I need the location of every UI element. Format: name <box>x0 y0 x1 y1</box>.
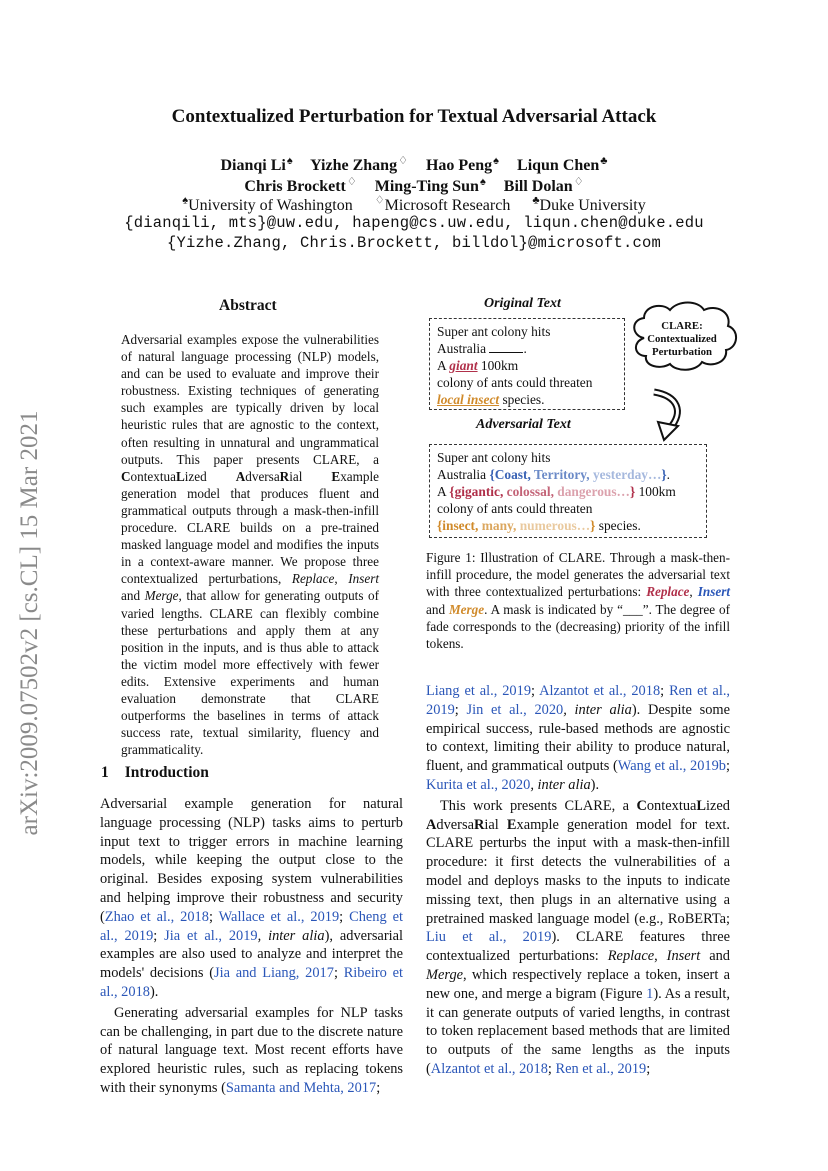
arxiv-stamp <box>10 358 50 888</box>
citation-link[interactable]: Wallace et al., 2019 <box>218 908 340 925</box>
email-line-2: {Yizhe.Zhang, Chris.Brockett, billdol}@microsoft.com <box>166 234 662 252</box>
intro-paragraph-2: Generating adversarial examples for NLP tasks can be challenging, in part due to the discrete nature of natural language text. Most recent efforts have explored heuristic rules, such as replacing tokens with their synonyms (Samanta and Mehta, 2017; <box>100 1004 403 1096</box>
affiliation: ♣Duke University <box>532 195 646 215</box>
adversarial-line: Super ant colony hits <box>437 450 551 465</box>
citation-link[interactable]: Ren et al., 2019 <box>555 1060 647 1077</box>
citation-link[interactable]: Jia et al., 2019 <box>164 927 258 944</box>
author: Liqun Chen♣ <box>517 155 608 175</box>
original-line: A giant 100km <box>437 358 519 373</box>
abstract-heading: Abstract <box>219 297 277 314</box>
author: Dianqi Li♠ <box>220 155 293 175</box>
intro-paragraph-1: Adversarial example generation for natural language processing (NLP) tasks aims to perturb input text to trigger errors in machine learning models, while keeping the output close to the original. Besides exposing system vulnerabilities and helping improve their robustness and security (Zhao et al., 2018; Wallace et al., 2019; Cheng et al., 2019; Jia et al., 2019, inter alia), adversarial examples are also used to analyze and interpret the models' decisions (Jia and Liang, 2017; Ribeiro et al., 2018). <box>100 796 404 1000</box>
cloud-label: CLARE: Contextualized Perturbation <box>647 320 717 358</box>
curved-arrow-icon <box>640 388 690 444</box>
adversarial-text-box <box>429 444 707 538</box>
adversarial-line: Australia {Coast, Territory, yesterday…}. <box>437 467 671 482</box>
intro-right-column <box>426 682 730 1079</box>
right-paragraph-1: Liang et al., 2019; Alzantot et al., 2018; Ren et al., 2019; Jin et al., 2020, inter alia). Despite some empirical success, rule-based methods are agnostic to context, limiting their ability to produce natural, fluent, and grammatical outputs (Wang et al., 2019b; Kurita et al., 2020, inter alia). <box>426 683 731 793</box>
right-paragraph-2: This work presents CLARE, a ContextuaLized AdversaRial Example generation model for text. CLARE perturbs the input with a mask-then-infill procedure: it first detects the vulnerabilities of a model and deploys masks to the inputs to indicate missing text, then plugs in an alternative using a pretrained masked language model (e.g., RoBERTa; Liu et al., 2019). CLARE features three contextualized perturbations: Replace, Insert and Merge, which respectively replace a token, insert a new one, and merge a bigram (Figure 1). As a result, it can generate outputs of varied lengths, in contrast to token replacement based methods that are limited to outputs of the same lengths as the inputs (Alzantot et al., 2018; Ren et al., 2019; <box>426 797 731 1077</box>
citation-link[interactable]: Cheng et al., 2019 <box>100 908 404 944</box>
abstract-body <box>121 331 379 758</box>
citation-link[interactable]: Wang et al., 2019b <box>617 758 726 775</box>
section-heading-introduction: 1 Introduction <box>101 764 209 781</box>
original-line: local insect species. <box>437 392 545 407</box>
citation-link[interactable]: Alzantot et al., 2018 <box>430 1060 548 1077</box>
affiliations <box>0 194 828 215</box>
author: Yizhe Zhang♢ <box>310 155 408 175</box>
author: Bill Dolan♢ <box>503 176 584 196</box>
figure-original-title: Original Text <box>484 296 561 311</box>
citation-link[interactable]: Liang et al., 2019 <box>426 683 532 699</box>
citation-link[interactable]: Zhao et al., 2018 <box>104 908 209 925</box>
citation-link[interactable]: Jin et al., 2020 <box>466 701 564 718</box>
citation-link[interactable]: Jia and Liang, 2017 <box>214 965 334 982</box>
mask-blank <box>489 341 523 353</box>
adversarial-line: {insect, many, numerous…} species. <box>437 518 641 533</box>
original-line: Super ant colony hits <box>437 324 551 339</box>
author: Ming-Ting Sun♠ <box>374 176 486 196</box>
figure-ref-link[interactable]: 1 <box>646 985 654 1002</box>
citation-link[interactable]: Ribeiro et al., 2018 <box>100 965 403 1000</box>
original-line: colony of ants could threaten <box>437 375 593 390</box>
figure-adversarial-title: Adversarial Text <box>476 417 571 432</box>
authors-line-1 <box>0 154 828 175</box>
arxiv-stamp-text: arXiv:2009.07502v2 [cs.CL] 15 Mar 2021 <box>16 410 43 836</box>
paper-title: Contextualized Perturbation for Textual Adversarial Attack <box>171 106 657 127</box>
abstract-paragraph: Adversarial examples expose the vulnerabilities of natural language processing (NLP) models, and can be used to evaluate and improve their robustness. Existing techniques of generating such examples are typically driven by local heuristic rules that are agnostic to the context, often resulting in unnatural and ungrammatical outputs. This paper presents CLARE, a ContextuaLized AdversaRial Example generation model that produces fluent and grammatical outputs through a mask-then-infill procedure. CLARE builds on a pre-trained masked language model and modifies the inputs in a context-aware manner. We propose three contextualized perturbations, Replace, Insert and Merge, that allow for generating outputs of varied lengths. CLARE can flexibly combine these perturbations and apply them at any position in the inputs, and is thus able to attack the victim model more effectively with fewer edits. Extensive experiments and human evaluation demonstrate that CLARE outperforms the baselines in terms of attack success rate, textual similarity, fluency and grammaticality. <box>121 332 380 758</box>
original-text-box <box>429 318 625 410</box>
citation-link[interactable]: Alzantot et al., 2018 <box>539 683 661 699</box>
affiliation: ♢Microsoft Research <box>374 195 511 215</box>
citation-link[interactable]: Liu et al., 2019 <box>426 929 552 946</box>
adversarial-line: A {gigantic, colossal, dangerous…} 100km <box>437 484 676 499</box>
adversarial-line: colony of ants could threaten <box>437 501 593 516</box>
citation-link[interactable]: Kurita et al., 2020 <box>426 776 531 793</box>
citation-link[interactable]: Samanta and Mehta, 2017 <box>225 1079 377 1096</box>
author: Hao Peng♠ <box>425 155 500 175</box>
email-line-1: {dianqili, mts}@uw.edu, hapeng@cs.uw.edu, liqun.chen@duke.edu <box>124 214 704 232</box>
affiliation: ♠University of Washington <box>182 195 353 215</box>
figure-caption: Figure 1: Illustration of CLARE. Through a mask-then-infill procedure, the model generates the adversarial text with three contextualized perturbations: Replace, Insert and Merge. A mask is indicated by “___”. The degree of fade corresponds to the (decreasing) priority of the infill tokens. <box>426 550 731 652</box>
author: Chris Brockett♢ <box>244 176 357 196</box>
citation-link[interactable]: Ren et al., 2019 <box>426 683 731 718</box>
intro-left-column <box>100 795 403 1098</box>
original-line: Australia . <box>437 341 527 356</box>
